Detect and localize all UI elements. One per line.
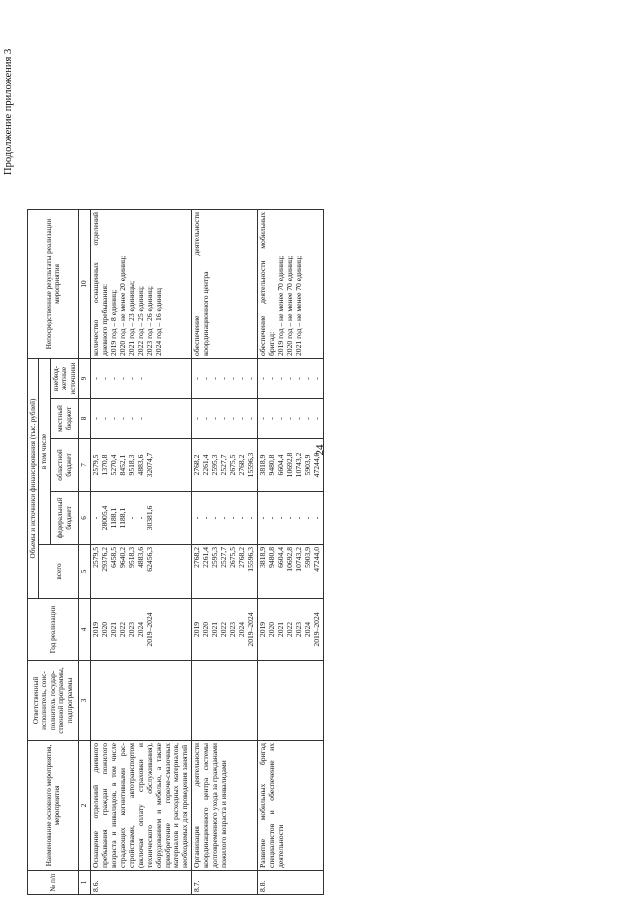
cell-value: 2261,4: [201, 547, 211, 568]
regional-cell: [90, 439, 191, 492]
cell-value: 6458,5: [108, 547, 118, 568]
header-name: Наименование основного мероприятия, мероприятия: [28, 741, 79, 871]
header-number: № п/п: [28, 871, 79, 895]
cell-value: 2024: [237, 621, 247, 638]
cell-value: 2579,5: [90, 547, 100, 568]
cell-value: -: [312, 516, 322, 520]
local-cell: [258, 399, 324, 439]
years-cell: [258, 599, 324, 661]
header-local: местный бюджет: [50, 399, 78, 439]
cell-value: -: [258, 516, 268, 520]
cell-value: 9640,2: [117, 547, 127, 568]
cell-value: -: [210, 516, 220, 520]
federal-cell: [90, 492, 191, 545]
cell-value: 47244,0: [312, 547, 322, 572]
cell-value: 10692,8: [285, 452, 295, 478]
cell-value: 6604,4: [276, 547, 286, 568]
cell-value: -: [237, 377, 247, 380]
cell-value: -: [201, 417, 211, 420]
cell-value: 10692,8: [285, 547, 295, 572]
cell-value: 5903,9: [303, 547, 313, 568]
table-row: [258, 210, 324, 895]
cell-value: 8452,1: [117, 454, 127, 476]
cell-value: [146, 401, 155, 436]
cell-value: 15596,3: [246, 452, 256, 478]
cell-value: 2675,5: [228, 547, 238, 568]
header-total: всего: [39, 545, 79, 599]
cell-value: -: [276, 417, 286, 420]
total-cell: [258, 545, 324, 599]
cell-value: -: [201, 377, 211, 380]
result-line: 2019 год – не менее 70 единиц;: [276, 255, 286, 356]
cell-value: -: [303, 377, 313, 380]
header-year: Год реализации: [28, 599, 79, 661]
column-number: 8: [79, 399, 90, 439]
result-line: 2024 год – 16 единиц: [153, 288, 163, 356]
cell-value: 9518,3: [126, 454, 136, 476]
cell-value: 3818,9: [258, 547, 268, 568]
cell-value: -: [192, 516, 202, 520]
row-number: 8.7.: [192, 871, 258, 895]
cell-value: -: [258, 417, 268, 420]
cell-value: -: [192, 417, 202, 420]
row-number: 8.8.: [258, 871, 324, 895]
extra-cell: [90, 359, 191, 399]
cell-value: 4883,6: [135, 547, 145, 568]
activity-name: Оснащение отделений дневного пребывания граждан пожилого возраста и инвалидов, в том числе страдающих когнитивными расстройствами, автотранспортом (включая оплату страховки и технического обслуживания), оборудованием и мебелью, а также приобретение горюче-смазочных материалов и расходных материалов, необходимых для проведения занятий: [90, 741, 191, 871]
federal-cell: [258, 492, 324, 545]
cell-value: 2023: [294, 621, 304, 638]
cell-value: 2020: [267, 621, 277, 638]
cell-value: 47244,0: [312, 452, 322, 478]
cell-value: 1370,8: [99, 454, 109, 476]
results-cell: [258, 210, 324, 359]
cell-value: 2022: [285, 621, 295, 638]
cell-value: 1188,1: [117, 507, 127, 529]
extra-cell: [192, 359, 258, 399]
cell-value: -: [117, 377, 127, 380]
cell-value: 2020: [201, 621, 211, 638]
cell-value: -: [117, 417, 127, 420]
cell-value: 2019–2024: [246, 612, 256, 647]
cell-value: 2768,2: [237, 547, 247, 568]
cell-value: -: [294, 377, 304, 380]
cell-value: 15596,3: [246, 547, 256, 572]
cell-value: -: [228, 417, 238, 420]
cell-value: -: [90, 377, 100, 380]
years-cell: [90, 599, 191, 661]
total-cell: [192, 545, 258, 599]
result-line: 2022 год – 25 единиц;: [135, 285, 145, 356]
table-row: [90, 210, 191, 895]
cell-value: 2024: [135, 621, 145, 638]
cell-value: 9518,3: [126, 547, 136, 568]
cell-value: -: [210, 377, 220, 380]
cell-value: -: [237, 417, 247, 420]
cell-value: 2595,3: [210, 547, 220, 568]
cell-value: -: [90, 516, 100, 520]
executor-cell: [192, 661, 258, 741]
cell-value: -: [303, 516, 313, 520]
cell-value: -: [285, 516, 295, 520]
cell-value: -: [258, 377, 268, 380]
cell-value: 2595,3: [210, 454, 220, 476]
cell-value: 3818,9: [258, 454, 268, 476]
cell-value: 1188,1: [108, 507, 118, 529]
funding-table: [27, 209, 324, 895]
cell-value: -: [135, 516, 145, 520]
cell-value: 2021: [276, 621, 286, 638]
header-federal: федеральный бюджет: [50, 492, 78, 545]
result-line: 2023 год – 26 единиц;: [144, 285, 154, 356]
column-number: 7: [79, 439, 90, 492]
cell-value: -: [237, 516, 247, 520]
cell-value: 62456,3: [144, 547, 154, 572]
cell-value: -: [219, 417, 229, 420]
local-cell: [90, 399, 191, 439]
cell-value: -: [246, 417, 256, 420]
cell-value: -: [312, 377, 322, 380]
cell-value: 2023: [228, 621, 238, 638]
cell-value: -: [246, 516, 256, 520]
column-number: 2: [79, 741, 90, 871]
cell-value: -: [294, 516, 304, 520]
cell-value: 5903,9: [303, 454, 313, 476]
cell-value: 10743,2: [294, 547, 304, 572]
cell-value: -: [99, 417, 109, 420]
results-cell: [192, 210, 258, 359]
extra-cell: [258, 359, 324, 399]
years-cell: [192, 599, 258, 661]
cell-value: -: [99, 377, 109, 380]
cell-value: -: [126, 516, 136, 520]
table-row: [192, 210, 258, 895]
cell-value: -: [108, 377, 118, 380]
regional-cell: [192, 439, 258, 492]
cell-value: -: [285, 417, 295, 420]
cell-value: 4883,6: [135, 454, 145, 476]
column-number: 1: [79, 871, 90, 895]
cell-value: 2021: [108, 621, 118, 638]
cell-value: -: [276, 377, 286, 380]
column-number: 10: [79, 210, 90, 359]
cell-value: 29376,2: [99, 547, 109, 572]
cell-value: 2021: [210, 621, 220, 638]
cell-value: 2579,5: [90, 454, 100, 476]
cell-value: 9480,8: [267, 547, 277, 568]
header-executor: Ответственный исполнитель, соисполнитель государственной программы, подпрограммы: [28, 661, 79, 741]
cell-value: 6604,4: [276, 454, 286, 476]
cell-value: 2019–2024: [312, 612, 322, 647]
cell-value: -: [246, 377, 256, 380]
cell-value: -: [267, 417, 277, 420]
cell-value: -: [210, 417, 220, 420]
cell-value: 2019: [258, 621, 268, 638]
cell-value: -: [201, 516, 211, 520]
cell-value: -: [267, 377, 277, 380]
cell-value: 10743,2: [294, 452, 304, 478]
cell-value: 2768,2: [192, 454, 202, 476]
cell-value: 32074,7: [144, 452, 154, 478]
cell-value: 2527,7: [219, 454, 229, 476]
cell-value: 28005,4: [99, 505, 109, 531]
cell-value: -: [312, 417, 322, 420]
cell-value: -: [126, 417, 136, 420]
cell-value: -: [90, 417, 100, 420]
result-line: количество оснащенных отделений дневного пребывания:: [90, 212, 109, 356]
local-cell: [192, 399, 258, 439]
activity-name: Организация деятельности координационного центра системы долговременного ухода за гражданами пожилого возраста и инвалидами: [192, 741, 258, 871]
cell-value: -: [303, 417, 313, 420]
cell-value: -: [294, 417, 304, 420]
result-line: 2020 год – не менее 20 единиц;: [117, 255, 127, 356]
column-number: 4: [79, 599, 90, 661]
header-regional: областной бюджет: [50, 439, 78, 492]
result-line: 2021 год – не менее 70 единиц;: [294, 255, 304, 356]
cell-value: 2768,2: [237, 454, 247, 476]
executor-cell: [258, 661, 324, 741]
cell-value: 30381,6: [144, 505, 154, 531]
cell-value: 2768,2: [192, 547, 202, 568]
page-number: 24: [314, 444, 326, 456]
header-extra: внебюджетные источники: [50, 359, 78, 399]
cell-value: -: [219, 516, 229, 520]
cell-value: -: [135, 377, 145, 380]
result-line: обеспечение деятельности координационного центра: [192, 212, 211, 356]
cell-value: 9480,8: [267, 454, 277, 476]
cell-value: 2675,5: [228, 454, 238, 476]
appendix-continuation-note: Продолжение приложения 3: [3, 48, 14, 175]
cell-value: -: [276, 516, 286, 520]
column-number: 5: [79, 545, 90, 599]
cell-value: -: [135, 417, 145, 420]
header-including: в том числе: [39, 359, 50, 545]
federal-cell: [192, 492, 258, 545]
regional-cell: [258, 439, 324, 492]
cell-value: -: [228, 516, 238, 520]
executor-cell: [90, 661, 191, 741]
cell-value: 2527,7: [219, 547, 229, 568]
cell-value: 2022: [117, 621, 127, 638]
cell-value: 2022: [219, 621, 229, 638]
result-line: 2020 год – не менее 70 единиц;: [285, 255, 295, 356]
cell-value: 2020: [99, 621, 109, 638]
column-number: 6: [79, 492, 90, 545]
result-line: 2019 год – 8 единиц;: [108, 289, 118, 356]
column-number: 9: [79, 359, 90, 399]
activity-name: Развитие мобильных бригад специалистов и обеспечение их деятельности: [258, 741, 324, 871]
cell-value: 2019–2024: [144, 612, 154, 647]
result-line: обеспечение деятельности мобильных бригад:: [258, 212, 277, 356]
cell-value: -: [285, 377, 295, 380]
cell-value: [146, 361, 155, 396]
cell-value: -: [267, 516, 277, 520]
cell-value: 2019: [90, 621, 100, 638]
column-number: 3: [79, 661, 90, 741]
column-number-row: [79, 210, 90, 895]
cell-value: -: [108, 417, 118, 420]
cell-value: -: [219, 377, 229, 380]
result-line: 2021 год – 23 единицы;: [126, 280, 136, 356]
results-cell: [90, 210, 191, 359]
cell-value: 2024: [303, 621, 313, 638]
cell-value: -: [228, 377, 238, 380]
cell-value: 2261,4: [201, 454, 211, 476]
cell-value: 2019: [192, 621, 202, 638]
cell-value: -: [126, 377, 136, 380]
total-cell: [90, 545, 191, 599]
cell-value: 2023: [126, 621, 136, 638]
cell-value: 5270,4: [108, 454, 118, 476]
row-number: 8.6.: [90, 871, 191, 895]
cell-value: -: [192, 377, 202, 380]
table-body: [90, 210, 323, 895]
header-funding: Объемы и источники финансирования (тыс. рублей): [28, 359, 39, 599]
header-results: Непосредственные результаты реализации мероприятия: [28, 210, 79, 359]
